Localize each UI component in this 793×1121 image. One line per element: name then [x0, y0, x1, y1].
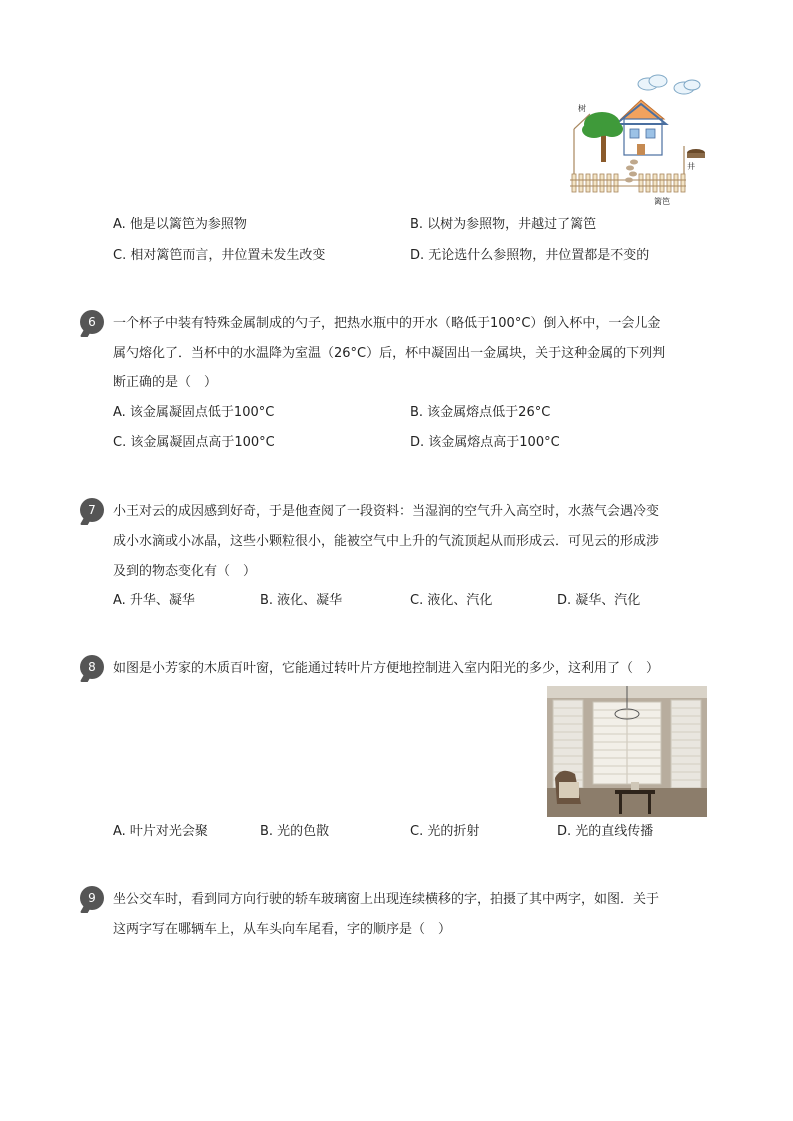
q8-option-c: C. 光的折射 [410, 824, 480, 839]
q6-option-d: D. 该金属熔点高于100°C [410, 435, 560, 450]
shutter-window-image [547, 686, 707, 817]
q6-option-c: C. 该金属凝固点高于100°C [113, 435, 275, 450]
q5-option-c: C. 相对篱笆而言，井位置未发生改变 [113, 248, 326, 263]
q6-stem-line-1: 一个杯子中装有特殊金属制成的勺子，把热水瓶中的开水（略低于100°C）倒入杯中，一会儿金 [113, 316, 661, 331]
q8-option-d: D. 光的直线传播 [557, 824, 654, 839]
question-number-badge [80, 655, 104, 679]
question-number: 6 [88, 315, 96, 329]
q7-option-a: A. 升华、凝华 [113, 593, 195, 608]
question-number: 8 [88, 660, 96, 674]
q7-stem-line-2: 成小水滴或小冰晶，这些小颗粒很小，能被空气中上升的气流顶起从而形成云．可见云的形成涉 [113, 534, 660, 549]
q7-option-b: B. 液化、凝华 [260, 593, 343, 608]
q8-stem-line-1: 如图是小芳家的木质百叶窗，它能通过转叶片方便地控制进入室内阳光的多少，这利用了（ ） [113, 661, 660, 676]
question-number-badge [80, 886, 104, 910]
q7-option-c: C. 液化、汽化 [410, 593, 493, 608]
house-illustration [566, 74, 706, 208]
q6-option-a: A. 该金属凝固点低于100°C [113, 405, 275, 420]
question-number-badge [80, 498, 104, 522]
q7-stem-line-3: 及到的物态变化有（ ） [113, 564, 257, 579]
q8-option-b: B. 光的色散 [260, 824, 330, 839]
q7-option-d: D. 凝华、汽化 [557, 593, 641, 608]
q6-option-b: B. 该金属熔点低于26°C [410, 405, 551, 420]
q8-option-a: A. 叶片对光会聚 [113, 824, 208, 839]
tree-label: 树 [578, 104, 586, 113]
q6-stem-line-3: 断正确的是（ ） [113, 375, 218, 390]
q5-option-a: A. 他是以篱笆为参照物 [113, 217, 247, 232]
q9-stem-line-2: 这两字写在哪辆车上，从车头向车尾看，字的顺序是（ ） [113, 922, 452, 937]
fence-label: 篱笆 [654, 197, 670, 206]
shutter-photo [547, 686, 707, 817]
q6-stem-line-2: 属勺熔化了．当杯中的水温降为室温（26°C）后，杯中凝固出一金属块，关于这种金属的下列判 [113, 346, 666, 361]
question-number-badge [80, 310, 104, 334]
q7-stem-line-1: 小王对云的成因感到好奇，于是他查阅了一段资料：当湿润的空气升入高空时，水蒸气会遇冷变 [113, 504, 660, 519]
well-label: 井 [687, 162, 695, 171]
q5-option-b: B. 以树为参照物，井越过了篱笆 [410, 217, 597, 232]
house-figure [566, 74, 706, 208]
q9-stem-line-1: 坐公交车时，看到同方向行驶的轿车玻璃窗上出现连续横移的字，拍摄了其中两字，如图．关于 [113, 892, 660, 907]
question-number: 7 [88, 503, 96, 517]
q5-option-d: D. 无论选什么参照物，井位置都是不变的 [410, 248, 650, 263]
question-number: 9 [88, 891, 96, 905]
